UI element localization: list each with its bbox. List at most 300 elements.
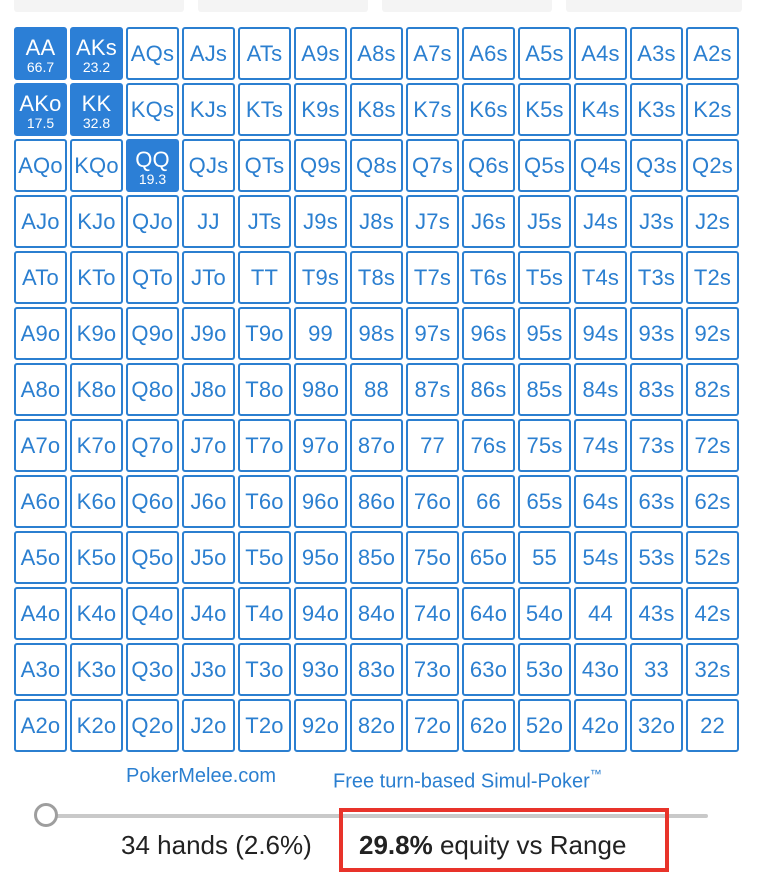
hand-label: A8o [20, 376, 61, 402]
hand-cell-A8s[interactable] [350, 27, 403, 80]
hand-label: AKs [76, 34, 117, 60]
hand-equity: 19.3 [138, 170, 167, 187]
hand-cell-76o[interactable] [406, 475, 459, 528]
hand-cell-K2s[interactable] [686, 83, 739, 136]
hand-label: 65s [526, 488, 563, 514]
hand-cell-Q2s[interactable] [686, 139, 739, 192]
hand-cell-22[interactable] [686, 699, 739, 752]
hand-cell-T8s[interactable] [350, 251, 403, 304]
hand-label: 63o [469, 656, 508, 682]
hand-cell-Q2o[interactable] [126, 699, 179, 752]
hand-label: K4s [581, 96, 620, 122]
hand-label: Q5s [524, 152, 565, 178]
hand-label: 76o [413, 488, 452, 514]
hand-cell-42s[interactable] [686, 587, 739, 640]
hand-cell-63o[interactable] [462, 643, 515, 696]
hand-cell-QTs[interactable] [238, 139, 291, 192]
hand-cell-87o[interactable] [350, 419, 403, 472]
hand-cell-87s[interactable] [406, 363, 459, 416]
hand-cell-T7s[interactable] [406, 251, 459, 304]
hand-cell-AQs[interactable] [126, 27, 179, 80]
hand-label: Q4s [580, 152, 621, 178]
hand-label: J6s [471, 208, 506, 234]
hand-cell-Q6s[interactable] [462, 139, 515, 192]
hand-label: QTs [244, 152, 285, 178]
hand-cell-96o[interactable] [294, 475, 347, 528]
hand-cell-T5s[interactable] [518, 251, 571, 304]
hand-cell-QTo[interactable] [126, 251, 179, 304]
hand-label: J5o [190, 544, 227, 570]
hand-label: 53o [525, 656, 564, 682]
hand-label: 52s [694, 544, 731, 570]
hand-label: 82o [357, 712, 396, 738]
hand-cell-AA[interactable] [14, 27, 67, 80]
hand-label: A6o [20, 488, 61, 514]
hand-cell-AQo[interactable] [14, 139, 67, 192]
hand-cell-T4o[interactable] [238, 587, 291, 640]
hand-label: T4s [581, 264, 620, 290]
hand-label: A9o [20, 320, 61, 346]
hand-cell-KTs[interactable] [238, 83, 291, 136]
hand-label: T5s [525, 264, 564, 290]
top-strip [0, 0, 770, 14]
hand-label: 97s [414, 320, 451, 346]
hand-cell-J7o[interactable] [182, 419, 235, 472]
hand-cell-55[interactable] [518, 531, 571, 584]
hand-cell-96s[interactable] [462, 307, 515, 360]
hand-cell-A9o[interactable] [14, 307, 67, 360]
hand-label: Q9o [131, 320, 174, 346]
hand-cell-Q4o[interactable] [126, 587, 179, 640]
hand-label: 54o [525, 600, 564, 626]
hand-label: K9s [301, 96, 340, 122]
hand-cell-92s[interactable] [686, 307, 739, 360]
hand-cell-76s[interactable] [462, 419, 515, 472]
simul-poker-link[interactable] [333, 762, 602, 796]
hand-cell-T4s[interactable] [574, 251, 627, 304]
hand-cell-A4s[interactable] [574, 27, 627, 80]
hand-cell-A5s[interactable] [518, 27, 571, 80]
hand-cell-33[interactable] [630, 643, 683, 696]
hand-cell-TT[interactable] [238, 251, 291, 304]
hand-cell-98s[interactable] [350, 307, 403, 360]
hand-cell-72s[interactable] [686, 419, 739, 472]
hand-cell-K6o[interactable] [70, 475, 123, 528]
hand-label: T8s [357, 264, 396, 290]
hand-label: A3s [637, 40, 676, 66]
hand-cell-K7o[interactable] [70, 419, 123, 472]
hand-label: 95s [526, 320, 563, 346]
hand-label: T5o [245, 544, 284, 570]
hand-label: QJs [188, 152, 229, 178]
footer-links [0, 762, 770, 793]
hand-cell-97s[interactable] [406, 307, 459, 360]
hand-label: Q4o [131, 600, 174, 626]
hand-label: 75o [413, 544, 452, 570]
hand-cell-73o[interactable] [406, 643, 459, 696]
hand-equity: 23.2 [82, 58, 111, 75]
hand-cell-A3o[interactable] [14, 643, 67, 696]
hand-label: K2o [76, 712, 117, 738]
hand-label: ATo [22, 264, 59, 290]
hand-cell-A9s[interactable] [294, 27, 347, 80]
hand-cell-J9o[interactable] [182, 307, 235, 360]
hand-cell-44[interactable] [574, 587, 627, 640]
hand-cell-62s[interactable] [686, 475, 739, 528]
top-tab-3[interactable] [382, 0, 552, 12]
hand-cell-Q5s[interactable] [518, 139, 571, 192]
hand-label: J9o [190, 320, 227, 346]
hand-cell-75s[interactable] [518, 419, 571, 472]
hand-label: K5s [525, 96, 564, 122]
hand-cell-QJs[interactable] [182, 139, 235, 192]
hand-cell-AJo[interactable] [14, 195, 67, 248]
hand-cell-92o[interactable] [294, 699, 347, 752]
hand-cell-93s[interactable] [630, 307, 683, 360]
hand-cell-A3s[interactable] [630, 27, 683, 80]
hand-cell-64o[interactable] [462, 587, 515, 640]
hand-cell-52s[interactable] [686, 531, 739, 584]
hand-label: 82s [694, 376, 731, 402]
hand-label: 92s [694, 320, 731, 346]
hand-label: T2o [245, 712, 284, 738]
hand-cell-74o[interactable] [406, 587, 459, 640]
hand-cell-T3o[interactable] [238, 643, 291, 696]
hand-cell-T6s[interactable] [462, 251, 515, 304]
hand-cell-J4s[interactable] [574, 195, 627, 248]
hand-cell-K4o[interactable] [70, 587, 123, 640]
hand-label: 74o [413, 600, 452, 626]
hand-cell-K9s[interactable] [294, 83, 347, 136]
hand-label: 98s [358, 320, 395, 346]
hand-equity: 66.7 [26, 58, 55, 75]
hand-cell-J8s[interactable] [350, 195, 403, 248]
hand-cell-T8o[interactable] [238, 363, 291, 416]
hand-label: 85s [526, 376, 563, 402]
hand-cell-J3s[interactable] [630, 195, 683, 248]
hand-label: QTo [132, 264, 173, 290]
hand-cell-Q6o[interactable] [126, 475, 179, 528]
hand-label: T6s [469, 264, 508, 290]
hand-cell-52o[interactable] [518, 699, 571, 752]
hand-cell-J6s[interactable] [462, 195, 515, 248]
hand-cell-83s[interactable] [630, 363, 683, 416]
hand-cell-ATo[interactable] [14, 251, 67, 304]
hand-cell-43o[interactable] [574, 643, 627, 696]
hand-cell-K9o[interactable] [70, 307, 123, 360]
hand-label: A2o [20, 712, 61, 738]
hand-label: 72s [694, 432, 731, 458]
hand-label: 94s [582, 320, 619, 346]
hand-label: A5s [525, 40, 564, 66]
hand-cell-K4s[interactable] [574, 83, 627, 136]
hand-cell-32s[interactable] [686, 643, 739, 696]
hand-cell-64s[interactable] [574, 475, 627, 528]
hand-cell-95o[interactable] [294, 531, 347, 584]
hand-cell-K8o[interactable] [70, 363, 123, 416]
hand-cell-Q9s[interactable] [294, 139, 347, 192]
hand-cell-65s[interactable] [518, 475, 571, 528]
hand-label: 32s [694, 656, 731, 682]
hand-cell-43s[interactable] [630, 587, 683, 640]
hand-cell-A4o[interactable] [14, 587, 67, 640]
hand-cell-82o[interactable] [350, 699, 403, 752]
hand-label: K5o [76, 544, 117, 570]
hand-label: KQo [74, 152, 119, 178]
hand-cell-K7s[interactable] [406, 83, 459, 136]
hand-cell-A8o[interactable] [14, 363, 67, 416]
hand-label: J4o [190, 600, 227, 626]
hand-cell-84s[interactable] [574, 363, 627, 416]
hand-cell-K3o[interactable] [70, 643, 123, 696]
hand-label: 93o [301, 656, 340, 682]
hand-cell-94o[interactable] [294, 587, 347, 640]
hand-label: KTo [77, 264, 116, 290]
hand-cell-J2o[interactable] [182, 699, 235, 752]
hand-cell-A6s[interactable] [462, 27, 515, 80]
hand-label: JTs [247, 208, 282, 234]
hand-label: 54s [582, 544, 619, 570]
hand-label: AJo [21, 208, 60, 234]
hand-label: A4o [20, 600, 61, 626]
hand-label: Q8o [131, 376, 174, 402]
hand-label: K7s [413, 96, 452, 122]
hand-cell-JTs[interactable] [238, 195, 291, 248]
hand-label: J7o [190, 432, 227, 458]
hand-cell-K2o[interactable] [70, 699, 123, 752]
hand-cell-KTo[interactable] [70, 251, 123, 304]
hand-cell-32o[interactable] [630, 699, 683, 752]
hand-cell-K6s[interactable] [462, 83, 515, 136]
hand-cell-KK[interactable] [70, 83, 123, 136]
hand-cell-J6o[interactable] [182, 475, 235, 528]
hand-label: K2s [693, 96, 732, 122]
hand-cell-95s[interactable] [518, 307, 571, 360]
hand-cell-Q5o[interactable] [126, 531, 179, 584]
hand-cell-98o[interactable] [294, 363, 347, 416]
hand-cell-T9o[interactable] [238, 307, 291, 360]
hand-label: 33 [644, 656, 669, 682]
hand-cell-J8o[interactable] [182, 363, 235, 416]
hand-label: 55 [532, 544, 557, 570]
hand-label: 94o [301, 600, 340, 626]
hand-label: AJs [189, 40, 228, 66]
hand-cell-A7s[interactable] [406, 27, 459, 80]
hand-label: 99 [308, 320, 333, 346]
hand-cell-82s[interactable] [686, 363, 739, 416]
hand-cell-Q8s[interactable] [350, 139, 403, 192]
hand-label: T3o [245, 656, 284, 682]
hand-cell-A6o[interactable] [14, 475, 67, 528]
hand-cell-84o[interactable] [350, 587, 403, 640]
hand-label: 77 [420, 432, 445, 458]
hand-label: 63s [638, 488, 675, 514]
equity-suffix: equity vs Range [432, 830, 627, 860]
hand-label: A6s [469, 40, 508, 66]
hand-cell-AJs[interactable] [182, 27, 235, 80]
hand-equity: 32.8 [82, 114, 111, 131]
hand-cell-J7s[interactable] [406, 195, 459, 248]
hand-cell-Q3o[interactable] [126, 643, 179, 696]
hand-label: K6s [469, 96, 508, 122]
hand-label: T8o [245, 376, 284, 402]
hand-cell-J2s[interactable] [686, 195, 739, 248]
hand-cell-T5o[interactable] [238, 531, 291, 584]
hand-label: Q6o [131, 488, 174, 514]
hand-cell-75o[interactable] [406, 531, 459, 584]
hand-label: 62o [469, 712, 508, 738]
hand-cell-85o[interactable] [350, 531, 403, 584]
hand-label: 52o [525, 712, 564, 738]
hand-cell-86o[interactable] [350, 475, 403, 528]
hand-cell-99[interactable] [294, 307, 347, 360]
hands-count: 34 hands (2.6%) [121, 830, 312, 860]
hand-label: Q8s [356, 152, 397, 178]
hand-cell-93o[interactable] [294, 643, 347, 696]
hand-cell-K8s[interactable] [350, 83, 403, 136]
hand-label: Q6s [468, 152, 509, 178]
hand-label: 85o [357, 544, 396, 570]
hand-label: A3o [20, 656, 61, 682]
hand-label: JTo [191, 264, 226, 290]
hand-cell-74s[interactable] [574, 419, 627, 472]
hand-cell-KQo[interactable] [70, 139, 123, 192]
hand-label: 43s [638, 600, 675, 626]
hand-cell-Q7s[interactable] [406, 139, 459, 192]
hand-label: J5s [527, 208, 562, 234]
hand-cell-97o[interactable] [294, 419, 347, 472]
hand-cell-86s[interactable] [462, 363, 515, 416]
hand-cell-88[interactable] [350, 363, 403, 416]
hand-label: QJo [132, 208, 173, 234]
hand-label: 64s [582, 488, 619, 514]
hand-label: J7s [415, 208, 450, 234]
top-tab-1[interactable] [14, 0, 184, 12]
hand-label: ATs [246, 40, 283, 66]
hand-label: 97o [301, 432, 340, 458]
hand-cell-T2o[interactable] [238, 699, 291, 752]
hand-cell-KJo[interactable] [70, 195, 123, 248]
hand-label: T9o [245, 320, 284, 346]
hand-cell-KQs[interactable] [126, 83, 179, 136]
hand-cell-85s[interactable] [518, 363, 571, 416]
hand-cell-JTo[interactable] [182, 251, 235, 304]
hand-label: 87o [357, 432, 396, 458]
hand-label: 73s [638, 432, 675, 458]
top-tab-4[interactable] [566, 0, 742, 12]
hand-label: A7s [413, 40, 452, 66]
hand-label: K4o [76, 600, 117, 626]
hand-cell-62o[interactable] [462, 699, 515, 752]
hand-cell-94s[interactable] [574, 307, 627, 360]
hand-cell-J5s[interactable] [518, 195, 571, 248]
hand-label: 93s [638, 320, 675, 346]
hand-label: 88 [364, 376, 389, 402]
hand-cell-JJ[interactable] [182, 195, 235, 248]
hand-cell-Q8o[interactable] [126, 363, 179, 416]
hand-cell-42o[interactable] [574, 699, 627, 752]
hand-label: 72o [413, 712, 452, 738]
hand-label: 84s [582, 376, 619, 402]
hand-cell-J5o[interactable] [182, 531, 235, 584]
simul-poker-link-text: Free turn-based Simul-Poker [333, 770, 590, 793]
hand-cell-54o[interactable] [518, 587, 571, 640]
hand-cell-J9s[interactable] [294, 195, 347, 248]
hand-cell-AKo[interactable] [14, 83, 67, 136]
hand-cell-T6o[interactable] [238, 475, 291, 528]
hand-label: AKo [19, 90, 62, 116]
hand-cell-A7o[interactable] [14, 419, 67, 472]
hand-cell-Q9o[interactable] [126, 307, 179, 360]
hand-label: 96o [301, 488, 340, 514]
hand-cell-ATs[interactable] [238, 27, 291, 80]
hand-cell-QJo[interactable] [126, 195, 179, 248]
hand-label: J6o [190, 488, 227, 514]
hand-label: KK [81, 90, 112, 116]
hand-cell-T7o[interactable] [238, 419, 291, 472]
hand-cell-83o[interactable] [350, 643, 403, 696]
range-slider-thumb[interactable] [34, 803, 58, 827]
hand-label: A4s [581, 40, 620, 66]
hand-label: 86s [470, 376, 507, 402]
hand-cell-54s[interactable] [574, 531, 627, 584]
hand-cell-A2s[interactable] [686, 27, 739, 80]
hand-cell-KJs[interactable] [182, 83, 235, 136]
hand-label: 96s [470, 320, 507, 346]
hand-cell-65o[interactable] [462, 531, 515, 584]
hand-cell-K3s[interactable] [630, 83, 683, 136]
trademark-mark: ™ [589, 767, 602, 781]
hand-label: QQ [135, 146, 170, 172]
hand-label: A7o [20, 432, 61, 458]
hand-cell-73s[interactable] [630, 419, 683, 472]
hand-cell-53o[interactable] [518, 643, 571, 696]
hand-cell-Q3s[interactable] [630, 139, 683, 192]
hand-cell-K5s[interactable] [518, 83, 571, 136]
hand-label: Q2o [131, 712, 174, 738]
hand-cell-J3o[interactable] [182, 643, 235, 696]
hand-cell-63s[interactable] [630, 475, 683, 528]
hand-equity: 17.5 [26, 114, 55, 131]
hand-cell-T3s[interactable] [630, 251, 683, 304]
hand-cell-J4o[interactable] [182, 587, 235, 640]
top-tab-2[interactable] [198, 0, 368, 12]
hand-label: 86o [357, 488, 396, 514]
hand-cell-Q7o[interactable] [126, 419, 179, 472]
hand-label: KQs [130, 96, 175, 122]
hand-cell-Q4s[interactable] [574, 139, 627, 192]
hand-cell-A5o[interactable] [14, 531, 67, 584]
hand-label: T6o [245, 488, 284, 514]
hand-cell-66[interactable] [462, 475, 515, 528]
hand-label: Q7o [131, 432, 174, 458]
hand-label: J9s [303, 208, 338, 234]
hand-label: KJs [189, 96, 228, 122]
hand-label: K8s [357, 96, 396, 122]
hand-cell-T2s[interactable] [686, 251, 739, 304]
hand-cell-A2o[interactable] [14, 699, 67, 752]
hand-cell-53s[interactable] [630, 531, 683, 584]
hand-cell-T9s[interactable] [294, 251, 347, 304]
hand-cell-K5o[interactable] [70, 531, 123, 584]
hand-label: AQs [130, 40, 175, 66]
hand-label: T4o [245, 600, 284, 626]
hand-cell-72o[interactable] [406, 699, 459, 752]
hand-cell-77[interactable] [406, 419, 459, 472]
hand-cell-QQ[interactable] [126, 139, 179, 192]
pokermelee-link[interactable]: PokerMelee.com [126, 765, 277, 787]
hand-cell-AKs[interactable] [70, 27, 123, 80]
